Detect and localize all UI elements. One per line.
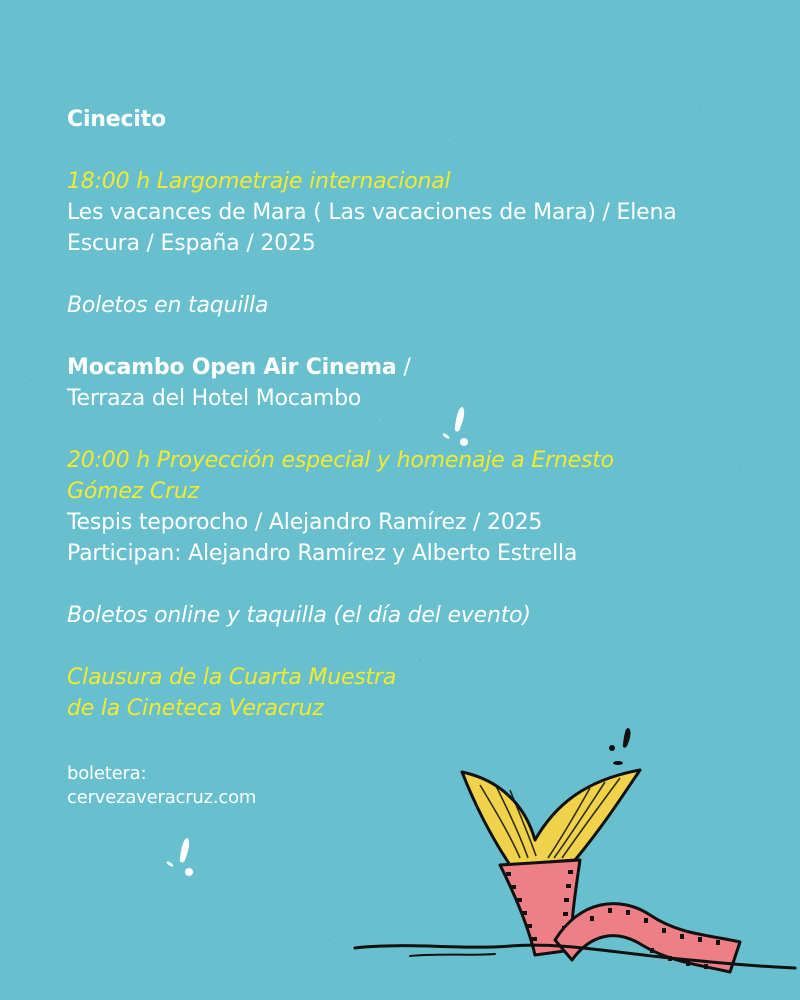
mermaid-tail-film-illustration (350, 720, 800, 1000)
screening1-film-line2: Escura / España / 2025 (67, 231, 316, 256)
screening2-participants: Participan: Alejandro Ramírez y Alberto Estrella (67, 541, 578, 566)
box-office-site[interactable]: cervezaveracruz.com (67, 787, 257, 808)
screening1-film-line1: Les vacances de Mara ( Las vacaciones de Mara) / Elena (67, 200, 677, 225)
screening2-time-line2: Gómez Cruz (67, 479, 199, 504)
closing-line2: de la Cineteca Veracruz (67, 696, 324, 721)
closing-line1: Clausura de la Cuarta Muestra (67, 665, 397, 690)
venue-separator: / (396, 355, 411, 380)
screening2-time-line1: 20:00 h Proyección especial y homenaje a Ernesto (67, 448, 614, 473)
screening1-time: 18:00 h Largometraje internacional (67, 169, 451, 194)
splash-icon-small (163, 836, 199, 880)
screening1-tickets: Boletos en taquilla (67, 293, 269, 318)
venue-mocambo-name: Mocambo Open Air Cinema (67, 355, 397, 380)
event-schedule (67, 104, 757, 810)
screening2-tickets: Boletos online y taquilla (el día del evento) (67, 603, 531, 628)
splash-icon (438, 405, 474, 451)
venue-cinecito: Cinecito (67, 107, 166, 132)
venue-mocambo (67, 352, 757, 383)
screening2-film: Tespis teporocho / Alejandro Ramírez / 2025 (67, 510, 543, 535)
box-office-label: boletera: (67, 763, 147, 784)
venue-mocambo-location: Terraza del Hotel Mocambo (67, 386, 362, 411)
